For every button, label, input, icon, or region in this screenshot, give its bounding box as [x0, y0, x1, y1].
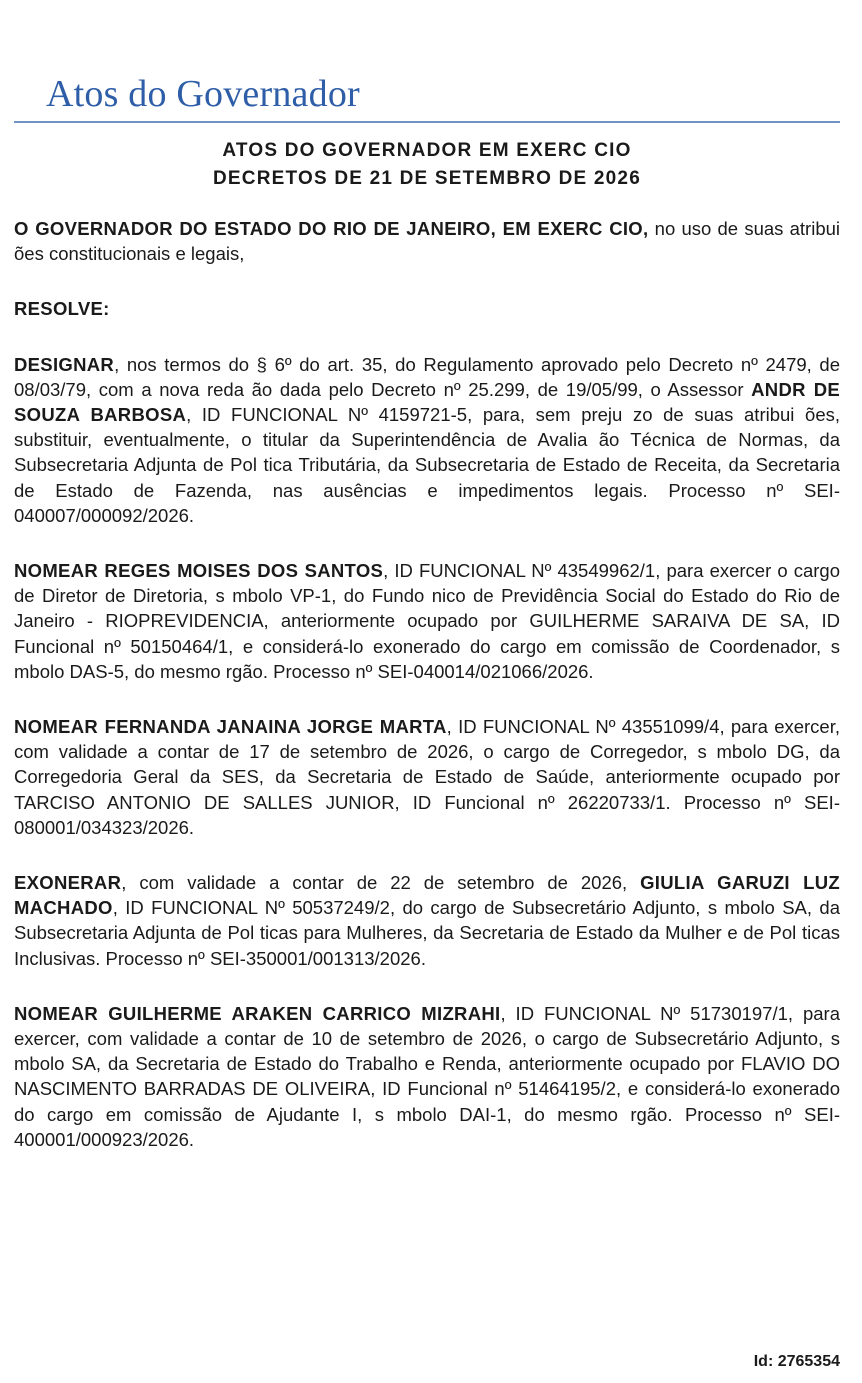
- intro-text: no uso de suas atribui ões constitucionais e legais,: [14, 218, 841, 265]
- decree-body: [14, 216, 840, 1182]
- heading-line-1: ATOS DO GOVERNADOR EM EXERC CIO: [222, 140, 632, 161]
- act-bold-1: NOMEAR GUILHERME ARAKEN CARRICO MIZRAHI: [14, 1002, 501, 1024]
- act-text-1: , ID FUNCIONAL Nº 43549962/1, para exercer o cargo de Diretor de Diretoria, s mbolo VP-1, do Fundo nico de Previdência Social do Estado do Rio de Janeiro - RIOPREVIDENCIA, anteriormente ocupado por GUILHERME SARAIVA DE SA, ID Funcional nº 50150464/1, e considerá-lo exonerado do cargo em comissão de Coordenador, s mbolo DAS-5, do mesmo rgão. Processo nº SEI-040014/021066/2026.: [14, 560, 840, 682]
- act-bold-2: ANDR DE SOUZA BARBOSA: [14, 378, 840, 426]
- title-divider: [14, 121, 840, 123]
- document-id: Id: 2765354: [753, 1353, 840, 1370]
- act-bold-1: EXONERAR: [14, 872, 122, 894]
- act-bold-2: GIULIA GARUZI LUZ MACHADO: [14, 872, 840, 919]
- act-text-1: , nos termos do § 6º do art. 35, do Regulamento aprovado pelo Decreto nº 2479, de 08/03/79, com a nova reda ão dada pelo Decreto nº 25.299, de 19/05/99, o Assessor: [14, 353, 840, 400]
- act-paragraph: [14, 1001, 840, 1152]
- act-paragraph: [14, 352, 840, 528]
- act-text-1: , ID FUNCIONAL Nº 43551099/4, para exercer, com validade a contar de 17 de setembro de 2026, o cargo de Corregedor, s mbolo DG, da Corregedoria Geral da SES, da Secretaria de Estado de Saúde, anteriormente ocupado por TARCISO ANTONIO DE SALLES JUNIOR, ID Funcional nº 26220733/1. Processo nº SEI-080001/034323/2026.: [14, 716, 840, 838]
- act-text-2: , ID FUNCIONAL Nº 4159721-5, para, sem preju zo de suas atribui ões, substituir, eventualmente, o titular da Superintendência de Avalia ão Técnica de Normas, da Subsecretaria Adjunta de Pol tica Tributária, da Subsecretaria de Estado de Receita, da Secretaria de Estado de Fazenda, nas ausências e impedimentos legais. Processo nº SEI-040007/000092/2026.: [14, 404, 840, 526]
- act-text-1: , ID FUNCIONAL Nº 51730197/1, para exercer, com validade a contar de 10 de setembro de 2026, o cargo de Subsecretário Adjunto, s mbolo SA, da Secretaria de Estado do Trabalho e Renda, anteriormente ocupado por FLAVIO DO NASCIMENTO BARRADAS DE OLIVEIRA, ID Funcional nº 51464195/2, e considerá-lo exonerado do cargo em comissão de Ajudante I, s mbolo DAI-1, do mesmo rgão. Processo nº SEI-400001/000923/2026.: [14, 1002, 840, 1150]
- intro-bold: O GOVERNADOR DO ESTADO DO RIO DE JANEIRO, EM EXERC CIO,: [14, 218, 649, 239]
- act-bold-1: NOMEAR REGES MOISES DOS SANTOS: [14, 560, 384, 582]
- act-text-2: , ID FUNCIONAL Nº 50537249/2, do cargo de Subsecretário Adjunto, s mbolo SA, da Subsecretaria Adjunta de Pol ticas para Mulheres, da Secretaria de Estado da Mulher e de Pol ticas Inclusivas. Processo nº SEI-350001/001313/2026.: [14, 897, 840, 969]
- act-paragraph: [14, 714, 840, 840]
- act-bold-1: DESIGNAR: [14, 353, 115, 375]
- act-paragraph: [14, 558, 840, 684]
- heading-line-2: DECRETOS DE 21 DE SETEMBRO DE 2026: [213, 168, 641, 189]
- section-title: Atos do Governador: [46, 73, 360, 115]
- act-paragraph: [14, 870, 840, 971]
- decree-headings: [14, 137, 840, 193]
- act-text-1: , com validade a contar de 22 de setembro de 2026,: [121, 872, 641, 894]
- resolve-label: RESOLVE:: [14, 298, 110, 320]
- act-bold-1: NOMEAR FERNANDA JANAINA JORGE MARTA: [14, 716, 447, 738]
- intro-paragraph: [14, 216, 840, 266]
